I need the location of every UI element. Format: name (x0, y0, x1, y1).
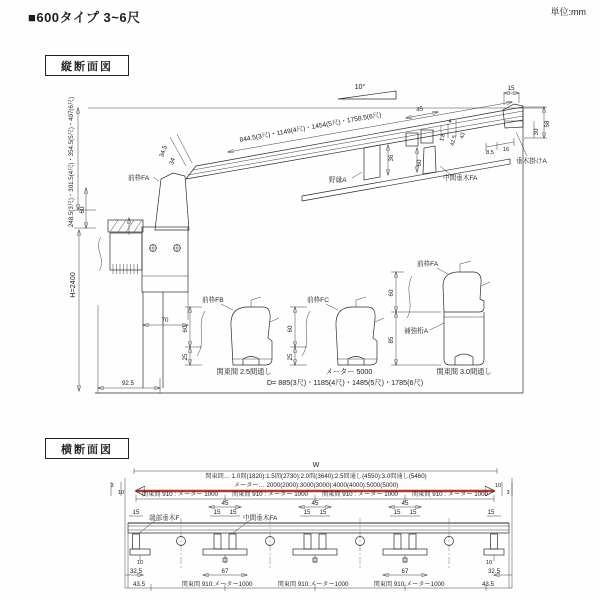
bay-label-4: 関東間 910 : メーター 1000 (412, 491, 488, 498)
dim-60-fa: 60 (388, 289, 395, 297)
label-edge-rafter: 端部垂木F (149, 515, 180, 522)
dim-34-5: 34.5 (158, 144, 169, 159)
dim-45-3: 45 (401, 500, 409, 507)
dim-67-1: 67 (221, 568, 229, 575)
dim-43-5-l: 43.5 (132, 581, 146, 588)
dim-92-5: 92.5 (121, 380, 135, 387)
dim-70: 70 (161, 317, 169, 324)
dim-42-5: 42.5 (449, 134, 459, 147)
dim-3-right: 3 (506, 490, 510, 496)
dim-85: 85 (388, 336, 395, 344)
dim-34: 34 (168, 157, 178, 166)
bottom-bay-label-3: 関東間 910:メーター1000 (373, 581, 445, 588)
bay-label-1: 関東間 910 : メーター 1000 (142, 491, 218, 498)
label-rafter-hanger: 垂木掛けA (516, 158, 547, 165)
dim-67-2: 67 (401, 568, 409, 575)
slope-indicator (338, 91, 396, 99)
dim-30: 30 (533, 128, 540, 136)
dim-60-fc: 60 (287, 325, 294, 333)
label-front-frame-fa: 前枠FA (128, 175, 150, 182)
dim-15-edge-l: 15 (132, 509, 140, 516)
label-front-frame-fa-2: 前枠FA (417, 261, 439, 268)
rafters (130, 534, 504, 563)
dim-25-fb: 25 (182, 353, 189, 361)
dim-15-p1a: 15 (213, 509, 221, 516)
dim-60-fb: 60 (182, 325, 189, 333)
dim-15-p2b: 15 (319, 509, 327, 516)
dim-8-5: 8.5 (486, 150, 494, 156)
bottom-bay-label-1: 関東間 910:メーター1000 (181, 581, 253, 588)
dim-60-left: 60 (79, 206, 86, 214)
profile-front-frame-fb (185, 297, 279, 365)
dim-15-p1b: 15 (229, 509, 237, 516)
dim-43: 43 (459, 131, 467, 140)
dim-45-roof: 45 (415, 105, 424, 114)
height-2400: H=2400 (68, 272, 77, 298)
dim-10-left-top: 10 (117, 490, 125, 496)
label-ceiling-batten: 野縁A (329, 177, 347, 184)
vertical-section-label-box (45, 55, 129, 76)
cross-section-drawing (0, 430, 600, 600)
dim-1-8: 1.8 (439, 133, 447, 143)
dim-16: 16 (502, 147, 510, 153)
profile-front-frame-fc (290, 297, 384, 365)
cross-section-label: 横断面図 (61, 443, 113, 456)
roof-slab (128, 518, 509, 570)
roof-length-dims: 844.5(3尺)・1149(4尺)・1454(5尺)・1758.5(6尺) (239, 111, 382, 144)
dim-4: 4 (448, 119, 452, 125)
unit-label: 単位:mm (550, 7, 586, 17)
label-front-frame-fc: 前枠FC (307, 297, 329, 304)
label-front-frame-fb: 前枠FB (202, 297, 224, 304)
rafter-spacing-dims (129, 507, 501, 533)
dim-32-5-l: 32.5 (129, 568, 143, 575)
roof-panel (170, 102, 523, 179)
dim-60-mid: 60 (416, 159, 423, 167)
caption-fc: メーター 5000 (325, 367, 373, 376)
caption-fb: 関東間 2.5間通し (216, 367, 272, 376)
caption-fa: 関東間 3.0間通し (436, 367, 492, 376)
page-title: ■600タイプ 3~6尺 (28, 10, 141, 25)
width-spec-meter: メーター… 2000(2000):3000(3000):4000(4000):5000(5000) (233, 482, 399, 489)
dim-15-p2a: 15 (303, 509, 311, 516)
dim-43-5-r: 43.5 (481, 581, 495, 588)
depth-dims: D= 885(3尺)・1185(4尺)・1485(5尺)・1785(6尺) (266, 378, 424, 387)
bay-label-3: 関東間 910 : メーター 1000 (322, 491, 398, 498)
bottom-bay-label-2: 関東間 910:メーター1000 (277, 581, 349, 588)
dim-15-top: 15 (507, 85, 515, 92)
dim-45-2: 45 (311, 500, 319, 507)
label-reinforcing-beam: 補強桁A (404, 328, 429, 335)
dim-58: 58 (544, 120, 551, 128)
dim-15-edge-r: 15 (487, 509, 495, 516)
dim-10-br: 10 (485, 560, 493, 566)
profile-front-frame-fa-beam (391, 261, 490, 365)
dim-3-left: 3 (110, 483, 114, 489)
vertical-section-drawing (0, 80, 600, 410)
dim-15-p3b: 15 (409, 509, 417, 516)
front-support-assembly (98, 173, 189, 388)
dim-10-right-top: 10 (494, 483, 502, 489)
rafter-hanger-bracket (486, 93, 547, 156)
vertical-section-label: 縦断面図 (61, 60, 113, 73)
dim-10-bl: 10 (136, 560, 144, 566)
dim-32-5-r: 32.5 (487, 568, 501, 575)
slope-angle: 10° (354, 82, 366, 91)
dim-15-p3a: 15 (393, 509, 401, 516)
label-mid-rafter: 中間垂木FA (443, 175, 478, 182)
dim-36: 36 (388, 154, 395, 162)
left-height-dims: 248.5(3尺)・301.5(4尺)・354.5(5尺)・407(6尺) (68, 96, 75, 228)
label-mid-rafter-cross: 中間垂木FA (243, 515, 278, 522)
dim-25-fc: 25 (287, 353, 294, 361)
width-label: W (312, 460, 320, 469)
bay-label-2: 関東間 910 : メーター 1000 (232, 491, 308, 498)
width-spec-kanto: 関東間… 1.0間(1820):1.5間(2730):2.0間(3640):2.5間通し(4550):3.0間通し(5460) (205, 473, 427, 480)
dim-45-1: 45 (221, 500, 229, 507)
